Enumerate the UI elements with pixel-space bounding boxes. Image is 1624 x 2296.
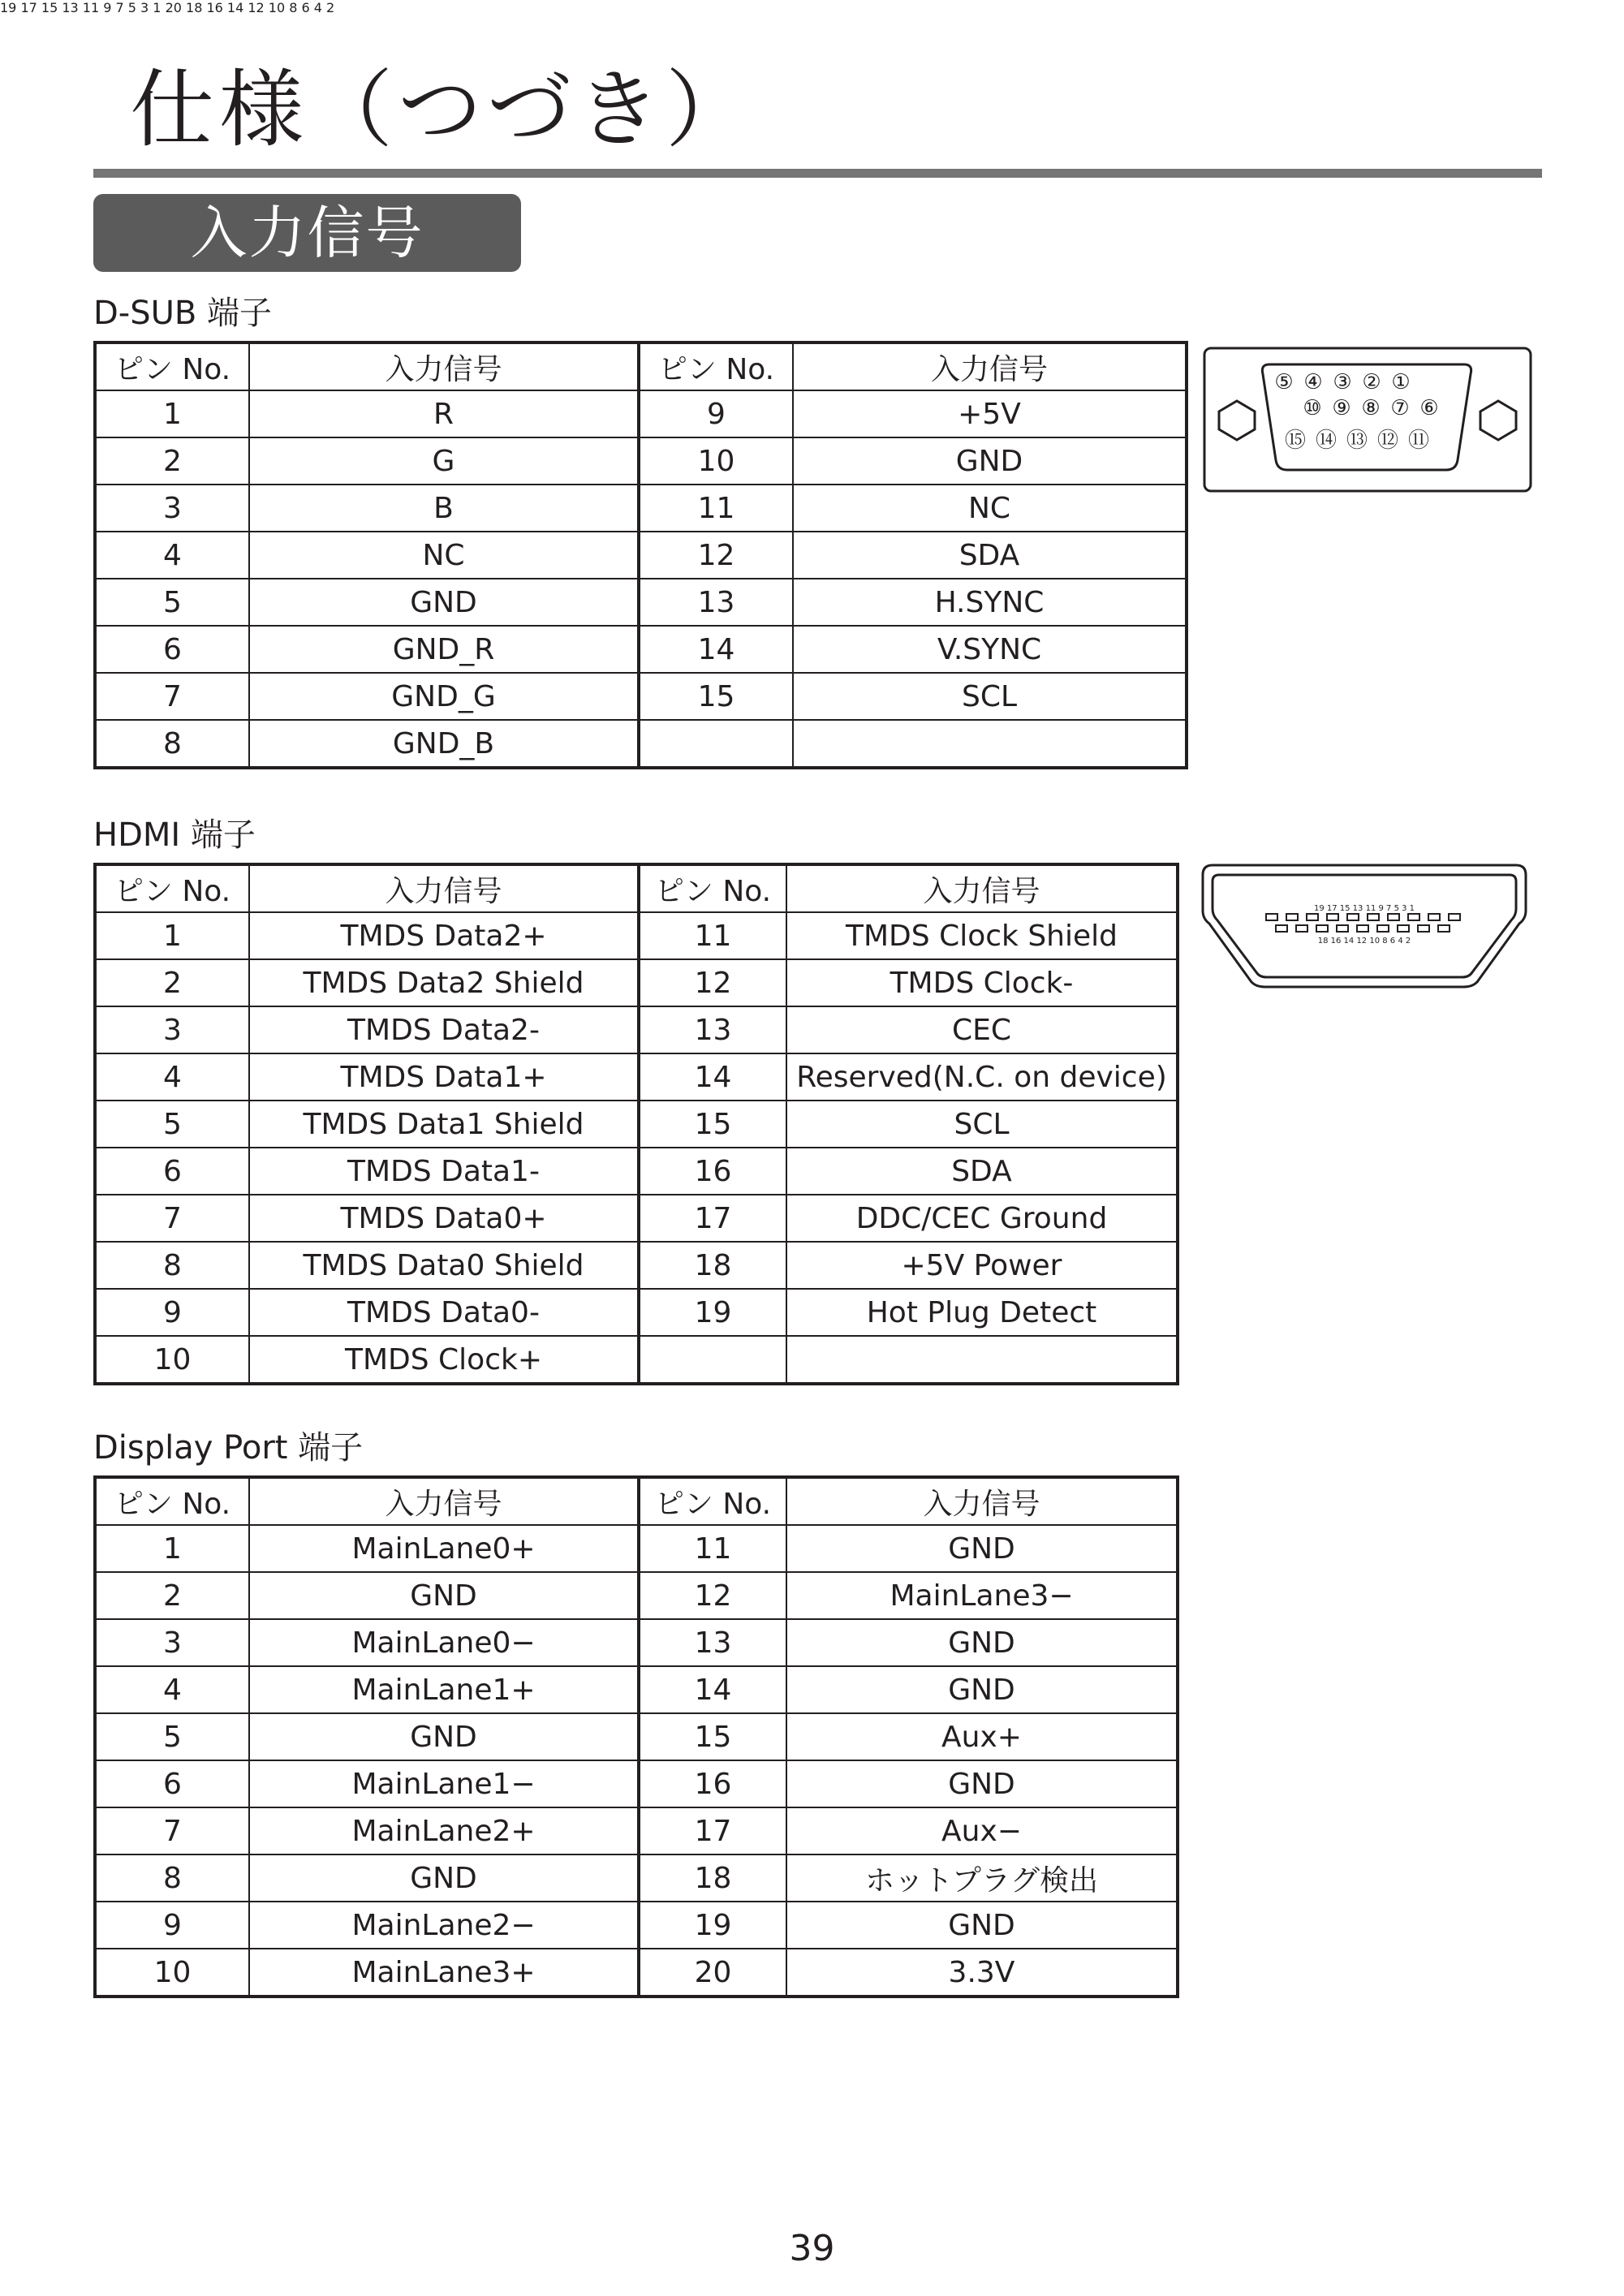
column-header: 入力信号 bbox=[249, 864, 639, 912]
signal-cell: GND_G bbox=[249, 673, 639, 720]
pin-number-cell: 3 bbox=[95, 485, 249, 532]
pin-number-cell: 8 bbox=[95, 1242, 249, 1289]
table-row bbox=[95, 673, 1187, 720]
pin-circle-label: ⑪ bbox=[1407, 429, 1430, 453]
pin-number-cell: 11 bbox=[639, 485, 793, 532]
signal-cell: GND bbox=[249, 1572, 639, 1619]
pin-number-cell: 8 bbox=[95, 1854, 249, 1902]
pin-number-cell: 13 bbox=[639, 1619, 786, 1666]
pin-number-cell: 1 bbox=[95, 390, 249, 437]
signal-cell: TMDS Data0+ bbox=[249, 1195, 639, 1242]
dsub-heading: D-SUB 端子 bbox=[93, 295, 273, 332]
pin-number-cell: 4 bbox=[95, 1666, 249, 1713]
signal-cell: B bbox=[249, 485, 639, 532]
table-row bbox=[95, 1525, 1178, 1572]
pin-number-cell: 4 bbox=[95, 1053, 249, 1101]
column-header: ピン No. bbox=[95, 342, 249, 390]
table-row bbox=[95, 626, 1187, 673]
signal-cell bbox=[786, 1336, 1178, 1384]
signal-cell: GND bbox=[786, 1902, 1178, 1949]
dp-bottom-pin-labels: 20 18 16 14 12 10 8 6 4 2 bbox=[165, 0, 335, 15]
pin-number-cell: 5 bbox=[95, 579, 249, 626]
table-row bbox=[95, 1572, 1178, 1619]
column-header: ピン No. bbox=[95, 864, 249, 912]
signal-cell: MainLane2− bbox=[249, 1902, 639, 1949]
pin-circle-label: ⑮ bbox=[1284, 429, 1307, 453]
signal-cell: GND bbox=[249, 579, 639, 626]
table-row bbox=[95, 1053, 1178, 1101]
pin-number-cell: 6 bbox=[95, 626, 249, 673]
pin-number-cell: 14 bbox=[639, 1053, 786, 1101]
signal-cell: Reserved(N.C. on device) bbox=[786, 1053, 1178, 1101]
table-row bbox=[95, 1148, 1178, 1195]
pin-number-cell: 11 bbox=[639, 1525, 786, 1572]
signal-cell: MainLane1+ bbox=[249, 1666, 639, 1713]
pin-number-cell: 15 bbox=[639, 673, 793, 720]
hdmi-pin-table bbox=[93, 863, 1179, 1385]
pin-number-cell: 1 bbox=[95, 1525, 249, 1572]
table-row bbox=[95, 1713, 1178, 1760]
table-header-row bbox=[95, 864, 1178, 912]
pin-number-cell: 9 bbox=[639, 390, 793, 437]
signal-cell: GND bbox=[249, 1854, 639, 1902]
signal-cell: +5V Power bbox=[786, 1242, 1178, 1289]
pin-number-cell: 4 bbox=[95, 532, 249, 579]
table-row bbox=[95, 1289, 1178, 1336]
title-rule bbox=[93, 169, 1542, 178]
signal-cell: TMDS Data2 Shield bbox=[249, 959, 639, 1006]
pin-circle-label: ⑩ bbox=[1303, 396, 1322, 420]
table-row bbox=[95, 1242, 1178, 1289]
pin-number-cell: 7 bbox=[95, 1195, 249, 1242]
pin-circle-label: ⑧ bbox=[1361, 396, 1381, 420]
hdmi-top-pin-labels: 19 17 15 13 11 9 7 5 3 1 bbox=[1313, 904, 1415, 913]
table-row bbox=[95, 959, 1178, 1006]
pin-circle-label: ⑦ bbox=[1390, 396, 1410, 420]
table-row bbox=[95, 720, 1187, 768]
signal-cell: SDA bbox=[793, 532, 1187, 579]
pin-number-cell: 17 bbox=[639, 1195, 786, 1242]
table-row bbox=[95, 1807, 1178, 1854]
signal-cell: MainLane0+ bbox=[249, 1525, 639, 1572]
signal-cell: TMDS Data1+ bbox=[249, 1053, 639, 1101]
pin-number-cell: 6 bbox=[95, 1760, 249, 1807]
signal-cell: Aux− bbox=[786, 1807, 1178, 1854]
signal-cell: G bbox=[249, 437, 639, 485]
table-row bbox=[95, 1101, 1178, 1148]
pin-number-cell: 19 bbox=[639, 1902, 786, 1949]
signal-cell: MainLane1− bbox=[249, 1760, 639, 1807]
dp-top-pin-labels: 19 17 15 13 11 9 7 5 3 1 bbox=[0, 0, 162, 15]
signal-cell: H.SYNC bbox=[793, 579, 1187, 626]
signal-cell: R bbox=[249, 390, 639, 437]
signal-cell: Aux+ bbox=[786, 1713, 1178, 1760]
column-header: ピン No. bbox=[639, 342, 793, 390]
pin-number-cell: 7 bbox=[95, 673, 249, 720]
signal-cell: SCL bbox=[793, 673, 1187, 720]
pin-circle-label: ③ bbox=[1333, 370, 1352, 394]
pin-number-cell: 5 bbox=[95, 1713, 249, 1760]
signal-cell: TMDS Data2- bbox=[249, 1006, 639, 1053]
pin-number-cell: 15 bbox=[639, 1101, 786, 1148]
page-title: 仕様（つづき） bbox=[130, 60, 756, 159]
column-header: 入力信号 bbox=[249, 342, 639, 390]
pin-number-cell bbox=[639, 720, 793, 768]
table-row bbox=[95, 1195, 1178, 1242]
signal-cell: ホットプラグ検出 bbox=[786, 1854, 1178, 1902]
signal-cell: GND bbox=[793, 437, 1187, 485]
signal-cell: GND_B bbox=[249, 720, 639, 768]
dp-heading: Display Port 端子 bbox=[93, 1429, 364, 1467]
signal-cell: SCL bbox=[786, 1101, 1178, 1148]
pin-number-cell: 12 bbox=[639, 959, 786, 1006]
pin-circle-label: ⑨ bbox=[1332, 396, 1351, 420]
table-row bbox=[95, 1949, 1178, 1997]
pin-number-cell: 20 bbox=[639, 1949, 786, 1997]
section-badge: 入力信号 bbox=[93, 194, 521, 272]
column-header: 入力信号 bbox=[786, 864, 1178, 912]
signal-cell: TMDS Data2+ bbox=[249, 912, 639, 959]
table-row bbox=[95, 532, 1187, 579]
pin-number-cell: 12 bbox=[639, 1572, 786, 1619]
signal-cell: TMDS Data1 Shield bbox=[249, 1101, 639, 1148]
pin-number-cell: 14 bbox=[639, 1666, 786, 1713]
table-row bbox=[95, 1760, 1178, 1807]
pin-number-cell: 15 bbox=[639, 1713, 786, 1760]
pin-number-cell: 16 bbox=[639, 1760, 786, 1807]
pin-circle-label: ⑫ bbox=[1376, 429, 1399, 453]
pin-number-cell: 12 bbox=[639, 532, 793, 579]
hdmi-connector-diagram bbox=[1201, 864, 1527, 989]
column-header: ピン No. bbox=[639, 1477, 786, 1525]
table-row bbox=[95, 912, 1178, 959]
pin-number-cell: 2 bbox=[95, 437, 249, 485]
pin-number-cell: 10 bbox=[639, 437, 793, 485]
signal-cell: GND_R bbox=[249, 626, 639, 673]
pin-number-cell: 1 bbox=[95, 912, 249, 959]
column-header: 入力信号 bbox=[793, 342, 1187, 390]
table-row bbox=[95, 579, 1187, 626]
signal-cell: MainLane3− bbox=[786, 1572, 1178, 1619]
pin-circle-label: ⑤ bbox=[1274, 370, 1294, 394]
column-header: ピン No. bbox=[95, 1477, 249, 1525]
pin-circle-label: ① bbox=[1391, 370, 1411, 394]
table-header-row bbox=[95, 342, 1187, 390]
table-row bbox=[95, 1666, 1178, 1713]
page-number: 39 bbox=[789, 2228, 835, 2269]
table-row bbox=[95, 390, 1187, 437]
pin-number-cell: 18 bbox=[639, 1854, 786, 1902]
signal-cell: GND bbox=[786, 1525, 1178, 1572]
hdmi-heading: HDMI 端子 bbox=[93, 816, 256, 854]
signal-cell: V.SYNC bbox=[793, 626, 1187, 673]
pin-circle-label: ⑬ bbox=[1346, 429, 1368, 453]
signal-cell: MainLane2+ bbox=[249, 1807, 639, 1854]
pin-number-cell: 2 bbox=[95, 1572, 249, 1619]
signal-cell: TMDS Data0 Shield bbox=[249, 1242, 639, 1289]
signal-cell: TMDS Clock- bbox=[786, 959, 1178, 1006]
signal-cell: TMDS Clock+ bbox=[249, 1336, 639, 1384]
signal-cell: 3.3V bbox=[786, 1949, 1178, 1997]
pin-number-cell: 7 bbox=[95, 1807, 249, 1854]
table-row bbox=[95, 1336, 1178, 1384]
pin-number-cell: 3 bbox=[95, 1006, 249, 1053]
table-row bbox=[95, 1902, 1178, 1949]
table-row bbox=[95, 1854, 1178, 1902]
pin-number-cell: 10 bbox=[95, 1949, 249, 1997]
pin-number-cell: 8 bbox=[95, 720, 249, 768]
pin-number-cell: 9 bbox=[95, 1289, 249, 1336]
pin-number-cell: 17 bbox=[639, 1807, 786, 1854]
signal-cell: GND bbox=[786, 1619, 1178, 1666]
pin-number-cell: 5 bbox=[95, 1101, 249, 1148]
signal-cell: GND bbox=[786, 1760, 1178, 1807]
signal-cell: TMDS Data0- bbox=[249, 1289, 639, 1336]
signal-cell: GND bbox=[786, 1666, 1178, 1713]
signal-cell: +5V bbox=[793, 390, 1187, 437]
column-header: 入力信号 bbox=[249, 1477, 639, 1525]
signal-cell: CEC bbox=[786, 1006, 1178, 1053]
table-row bbox=[95, 485, 1187, 532]
signal-cell: TMDS Clock Shield bbox=[786, 912, 1178, 959]
signal-cell: GND bbox=[249, 1713, 639, 1760]
signal-cell: DDC/CEC Ground bbox=[786, 1195, 1178, 1242]
dsub-connector-diagram bbox=[1203, 347, 1532, 493]
pin-number-cell: 13 bbox=[639, 1006, 786, 1053]
dp-pin-table bbox=[93, 1475, 1179, 1998]
hdmi-bottom-pin-labels: 18 16 14 12 10 8 6 4 2 bbox=[1317, 937, 1411, 946]
pin-circle-label: ⑥ bbox=[1419, 396, 1439, 420]
pin-number-cell: 18 bbox=[639, 1242, 786, 1289]
dsub-pin-table bbox=[93, 341, 1188, 769]
pin-number-cell: 14 bbox=[639, 626, 793, 673]
pin-number-cell: 2 bbox=[95, 959, 249, 1006]
table-row bbox=[95, 1619, 1178, 1666]
table-row bbox=[95, 1006, 1178, 1053]
pin-number-cell: 3 bbox=[95, 1619, 249, 1666]
signal-cell: MainLane3+ bbox=[249, 1949, 639, 1997]
pin-number-cell: 19 bbox=[639, 1289, 786, 1336]
signal-cell: Hot Plug Detect bbox=[786, 1289, 1178, 1336]
signal-cell: SDA bbox=[786, 1148, 1178, 1195]
signal-cell bbox=[793, 720, 1187, 768]
signal-cell: MainLane0− bbox=[249, 1619, 639, 1666]
pin-number-cell: 10 bbox=[95, 1336, 249, 1384]
signal-cell: NC bbox=[793, 485, 1187, 532]
pin-circle-label: ② bbox=[1362, 370, 1381, 394]
pin-circle-label: ④ bbox=[1303, 370, 1323, 394]
pin-number-cell bbox=[639, 1336, 786, 1384]
signal-cell: TMDS Data1- bbox=[249, 1148, 639, 1195]
pin-number-cell: 13 bbox=[639, 579, 793, 626]
pin-number-cell: 16 bbox=[639, 1148, 786, 1195]
table-header-row bbox=[95, 1477, 1178, 1525]
pin-number-cell: 11 bbox=[639, 912, 786, 959]
displayport-connector-diagram bbox=[1190, 1473, 1532, 1588]
pin-number-cell: 6 bbox=[95, 1148, 249, 1195]
column-header: 入力信号 bbox=[786, 1477, 1178, 1525]
signal-cell: NC bbox=[249, 532, 639, 579]
column-header: ピン No. bbox=[639, 864, 786, 912]
table-row bbox=[95, 437, 1187, 485]
pin-circle-label: ⑭ bbox=[1315, 429, 1338, 453]
pin-number-cell: 9 bbox=[95, 1902, 249, 1949]
